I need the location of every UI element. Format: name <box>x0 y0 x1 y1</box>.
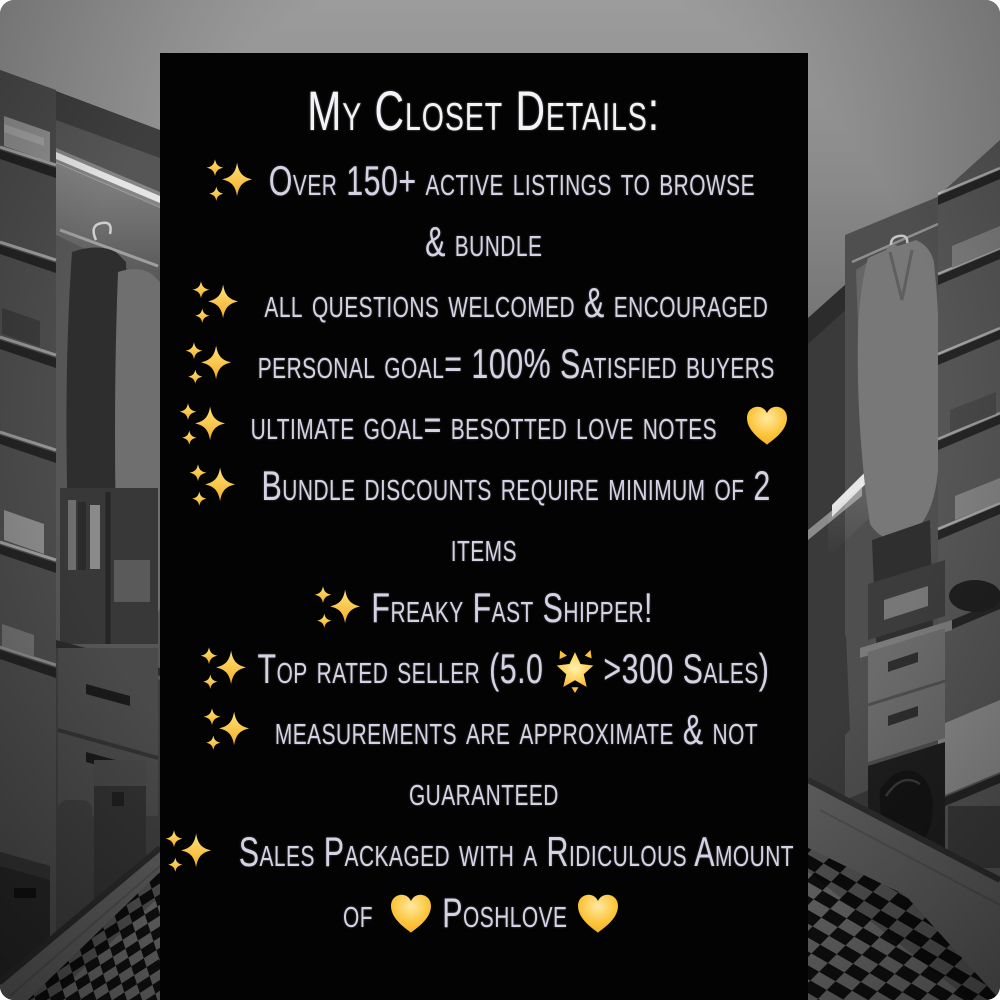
yellow-heart-icon <box>387 890 435 938</box>
card-text: ultimate goal= besotted love notes <box>241 401 727 449</box>
sparkles-icon <box>161 827 213 879</box>
sparkles-icon <box>310 583 362 635</box>
card-text: personal goal= 100% Satisfied buyers <box>249 340 775 388</box>
card-text: Over 150+ active listings to browse <box>268 157 756 205</box>
glowing-star-icon <box>552 647 598 693</box>
card-text: Sales Packaged with a Ridiculous Amount <box>229 828 795 876</box>
card-text: items <box>450 523 518 571</box>
card-line <box>160 273 808 334</box>
card-line <box>160 578 808 639</box>
card-line <box>160 456 808 517</box>
sparkles-icon <box>199 705 251 757</box>
card-title <box>160 61 808 151</box>
sparkles-icon <box>185 461 237 513</box>
card-text: all questions welcomed & encouraged <box>255 279 769 327</box>
card-text: Freaky Fast Shipper! <box>371 584 653 632</box>
card-text: >300 Sales) <box>603 645 770 693</box>
card-line <box>160 639 808 700</box>
card-text: & bundle <box>425 218 543 266</box>
sparkles-icon <box>188 278 240 330</box>
closet-details-card <box>160 53 808 1000</box>
card-line <box>160 822 808 883</box>
sparkles-icon <box>175 400 227 452</box>
card-line <box>160 151 808 212</box>
card-title-text: My Closet Details: <box>307 80 661 143</box>
card-text: measurements are approximate & not <box>265 706 759 754</box>
card-line <box>160 883 808 944</box>
card-text: Bundle discounts require minimum of 2 <box>252 462 772 510</box>
yellow-heart-icon <box>574 890 622 938</box>
card-content <box>160 61 808 944</box>
card-text: Poshlove <box>441 889 568 937</box>
card-line <box>160 212 808 273</box>
card-text: Top rated seller (5.0 <box>257 645 544 693</box>
sparkles-icon <box>196 644 248 696</box>
yellow-heart-icon <box>743 402 791 450</box>
card-line <box>160 517 808 578</box>
card-lines <box>160 151 808 944</box>
sparkles-icon <box>202 156 254 208</box>
card-line <box>160 395 808 456</box>
card-text: guaranteed <box>409 767 559 815</box>
card-text: of <box>342 889 382 937</box>
sparkles-icon <box>181 339 233 391</box>
card-line <box>160 700 808 761</box>
card-line <box>160 334 808 395</box>
card-line <box>160 761 808 822</box>
